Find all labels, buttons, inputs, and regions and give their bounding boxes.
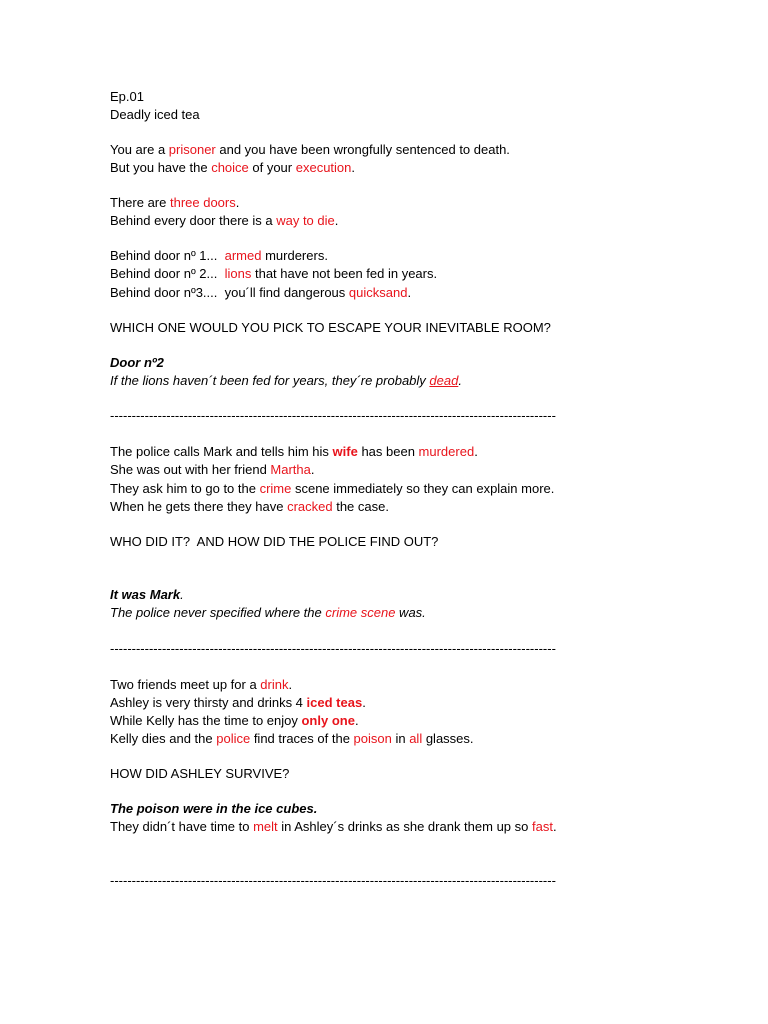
riddle1-door2 xyxy=(110,265,437,283)
riddle2-line1 xyxy=(110,443,478,461)
highlighted-word: murdered xyxy=(418,444,475,459)
riddle3-answer-title xyxy=(110,800,317,818)
riddle1-line2 xyxy=(110,159,355,177)
text-run: When he gets there they have xyxy=(110,499,288,514)
text-run: Behind door nº 1... xyxy=(110,248,225,263)
riddle3-line2 xyxy=(110,694,366,712)
text-run: WHO DID IT? AND HOW DID THE POLICE FIND OUT? xyxy=(110,534,439,549)
riddle2-answer-text xyxy=(110,604,426,622)
text-run: The police never specified where the xyxy=(110,605,326,620)
text-run: . xyxy=(552,819,557,834)
text-run: . xyxy=(310,462,315,477)
text-run: If the lions haven´t been fed for years, they´re probably xyxy=(110,373,430,388)
riddle1-question xyxy=(110,319,551,337)
text-run: WHICH ONE WOULD YOU PICK TO ESCAPE YOUR INEVITABLE ROOM? xyxy=(110,320,551,335)
text-run: Door nº2 xyxy=(110,355,164,370)
highlighted-word: melt xyxy=(253,819,278,834)
highlighted-word: poison xyxy=(353,731,392,746)
riddle1-line4 xyxy=(110,212,338,230)
highlighted-word: armed xyxy=(224,248,262,263)
highlighted-word: three doors xyxy=(169,195,236,210)
text-run: . xyxy=(458,373,462,388)
text-run: . xyxy=(362,695,366,710)
separator-3 xyxy=(110,872,556,890)
text-run: . xyxy=(235,195,240,210)
highlighted-word: iced teas xyxy=(306,695,363,710)
text-run: . xyxy=(407,285,412,300)
riddle1-door1 xyxy=(110,247,328,265)
highlighted-word: wife xyxy=(332,444,358,459)
text-run: . xyxy=(351,160,356,175)
text-run: The poison were in the ice cubes. xyxy=(110,801,318,816)
riddle2-line4 xyxy=(110,498,389,516)
text-run: . xyxy=(334,213,339,228)
text-run: HOW DID ASHLEY SURVIVE? xyxy=(110,766,290,781)
riddle1-answer-title xyxy=(110,354,164,372)
text-run: of your xyxy=(248,160,296,175)
highlighted-word: lions xyxy=(224,266,252,281)
text-run: . xyxy=(288,677,293,692)
text-run: They didn´t have time to xyxy=(110,819,254,834)
text-run: . xyxy=(180,587,184,602)
text-run: Behind every door there is a xyxy=(110,213,277,228)
text-run: Kelly dies and the xyxy=(110,731,217,746)
highlighted-word: drink xyxy=(260,677,289,692)
highlighted-word: choice xyxy=(211,160,249,175)
text-run: ------------------------------------------------------------------------------------------------------- xyxy=(110,408,556,423)
riddle1-answer-text xyxy=(110,372,462,390)
riddle3-line4 xyxy=(110,730,474,748)
riddle3-line1 xyxy=(110,676,292,694)
text-run: murderers. xyxy=(261,248,328,263)
riddle1-line3 xyxy=(110,194,239,212)
text-run: She was out with her friend xyxy=(110,462,271,477)
text-run: was. xyxy=(395,605,426,620)
episode-label xyxy=(110,88,144,106)
text-run: find traces of the xyxy=(250,731,354,746)
text-run: They ask him to go to the xyxy=(110,481,260,496)
highlighted-word: dead xyxy=(429,373,459,388)
text-run: . xyxy=(474,444,478,459)
text-run: It was Mark xyxy=(110,587,181,602)
highlighted-word: only one xyxy=(301,713,355,728)
highlighted-word: prisoner xyxy=(168,142,216,157)
text-run: But you have the xyxy=(110,160,212,175)
highlighted-word: way to die xyxy=(276,213,335,228)
separator-2 xyxy=(110,640,556,658)
text-run: glasses. xyxy=(422,731,474,746)
riddle2-line3 xyxy=(110,480,554,498)
riddle2-question xyxy=(110,533,438,551)
text-run: Ashley is very thirsty and drinks 4 xyxy=(110,695,307,710)
text-run: the case. xyxy=(332,499,389,514)
riddle1-door3 xyxy=(110,284,411,302)
highlighted-word: quicksand xyxy=(348,285,408,300)
text-run: ------------------------------------------------------------------------------------------------------- xyxy=(110,641,556,656)
riddle3-question xyxy=(110,765,289,783)
highlighted-word: crime xyxy=(259,481,292,496)
text-run: You are a xyxy=(110,142,169,157)
text-run: Behind door nº 2... xyxy=(110,266,225,281)
highlighted-word: all xyxy=(409,731,423,746)
riddle3-answer-text xyxy=(110,818,557,836)
text-run: that have not been fed in years. xyxy=(251,266,438,281)
text-run: has been xyxy=(357,444,419,459)
text-run: Ep.01 xyxy=(110,89,144,104)
text-run: While Kelly has the time to enjoy xyxy=(110,713,302,728)
text-run: Two friends meet up for a xyxy=(110,677,261,692)
text-run: The police calls Mark and tells him his xyxy=(110,444,333,459)
text-run: Behind door nº3.... you´ll find dangerous xyxy=(110,285,349,300)
highlighted-word: execution xyxy=(295,160,352,175)
text-run: scene immediately so they can explain more. xyxy=(291,481,555,496)
document-title xyxy=(110,106,200,124)
highlighted-word: Martha xyxy=(270,462,311,477)
riddle2-line2 xyxy=(110,461,315,479)
highlighted-word: police xyxy=(216,731,251,746)
text-run: ------------------------------------------------------------------------------------------------------- xyxy=(110,873,556,888)
text-run: and you have been wrongfully sentenced to death. xyxy=(215,142,510,157)
text-run: in xyxy=(391,731,410,746)
highlighted-word: fast xyxy=(532,819,553,834)
highlighted-word: cracked xyxy=(287,499,333,514)
text-run: Deadly iced tea xyxy=(110,107,200,122)
text-run: There are xyxy=(110,195,170,210)
text-run: in Ashley´s drinks as she drank them up so xyxy=(277,819,532,834)
text-run: . xyxy=(354,713,359,728)
riddle3-line3 xyxy=(110,712,359,730)
riddle1-line1 xyxy=(110,141,510,159)
separator-1 xyxy=(110,407,556,425)
riddle2-answer-title xyxy=(110,586,184,604)
highlighted-word: crime scene xyxy=(325,605,396,620)
